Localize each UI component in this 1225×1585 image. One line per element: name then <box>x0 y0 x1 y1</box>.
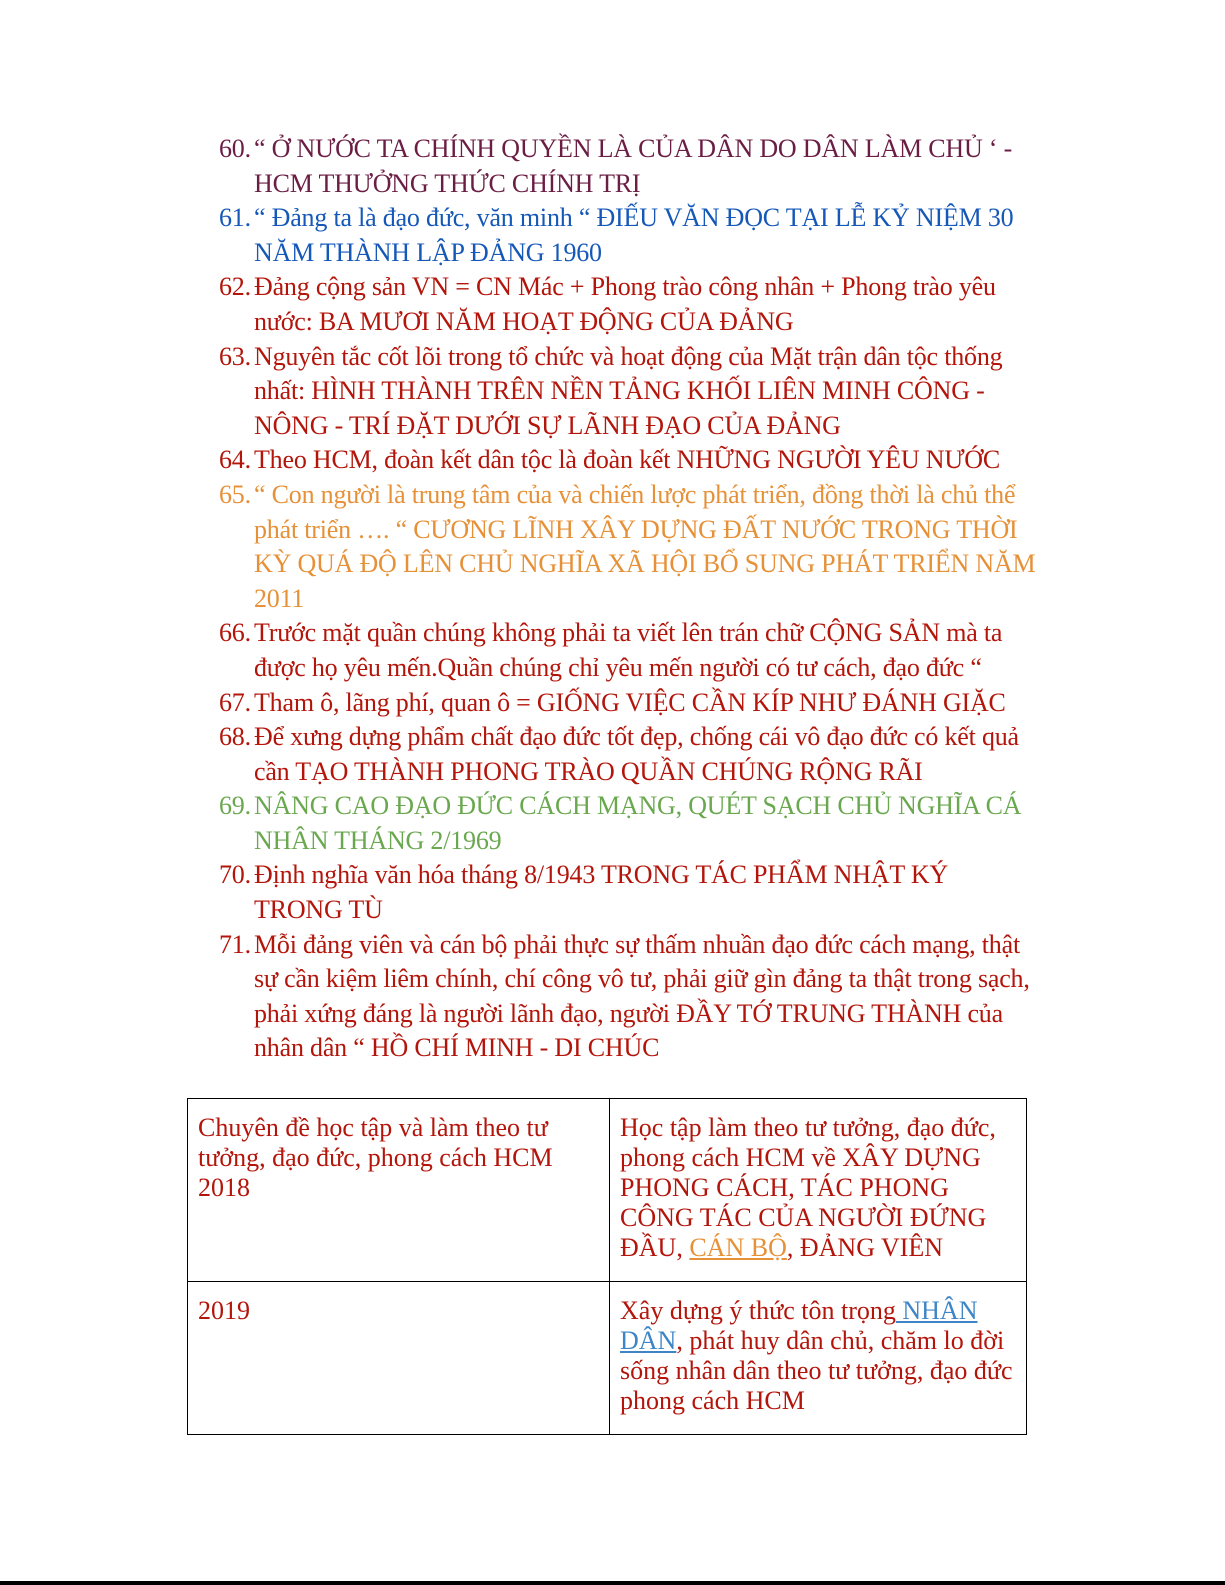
note-text: Định nghĩa văn hóa tháng 8/1943 TRONG TÁC PHẨM NHẬT KÝ TRONG TÙ <box>254 860 949 925</box>
table-cell <box>188 1099 610 1282</box>
note-text: Nguyên tắc cốt lõi trong tổ chức và hoạt động của Mặt trận dân tộc thống nhất: HÌNH THÀNH TRÊN NỀN TẢNG KHỐI LIÊN MINH CÔNG - NÔNG - TRÍ ĐẶT DƯỚI SỰ LÃNH ĐẠO CỦA ĐẢNG <box>254 341 1003 440</box>
note-number: 65. <box>219 479 251 509</box>
note-text: “ Đảng ta là đạo đức, văn minh “ ĐIẾU VĂN ĐỌC TẠI LỄ KỶ NIỆM 30 NĂM THÀNH LẬP ĐẢNG 1960 <box>254 203 1014 267</box>
table-cell <box>610 1099 1027 1282</box>
note-number: 69. <box>219 791 251 821</box>
topic-year-2019: 2019 <box>198 1296 250 1325</box>
nhan-dan-link[interactable]: NHÂN DÂN <box>620 1296 978 1355</box>
note-number: 60. <box>219 134 251 163</box>
note-item-71 <box>219 928 1039 1066</box>
note-item-68 <box>219 720 1039 789</box>
topics-table <box>187 1098 1027 1435</box>
note-text: Để xưng dựng phẩm chất đạo đức tốt đẹp, chống cái vô đạo đức có kết quả cần TẠO THÀNH PHONG TRÀO QUẦN CHÚNG RỘNG RÃI <box>254 722 1019 786</box>
note-number: 66. <box>219 618 251 648</box>
note-text: Tham ô, lãng phí, quan ô = GIỐNG VIỆC CẦN KÍP NHƯ ĐÁNH GIẶC <box>254 687 1006 717</box>
topic-title-2018: Chuyên đề học tập và làm theo tư tưởng, đạo đức, phong cách HCM 2018 <box>198 1113 553 1202</box>
note-text: Trước mặt quần chúng không phải ta viết lên trán chữ CỘNG SẢN mà ta được họ yêu mến.Quần chúng chỉ yêu mến người có tư cách, đạo đức “ <box>254 618 1003 682</box>
can-bo-link[interactable]: CÁN BỘ <box>689 1233 787 1262</box>
note-item-66 <box>219 616 1039 685</box>
note-number: 62. <box>219 272 251 302</box>
note-item-64 <box>219 443 1039 478</box>
page-bottom-border <box>0 1581 1225 1585</box>
table-cell <box>188 1282 610 1435</box>
note-text: Mỗi đảng viên và cán bộ phải thực sự thấm nhuần đạo đức cách mạng, thật sự cần kiệm liêm chính, chí công vô tư, phải giữ gìn đảng ta thật trong sạch, phải xứng đáng là người lãnh đạo, người ĐẦY TỚ TRUNG THÀNH của nhân dân “ HỒ CHÍ MINH - DI CHÚC <box>254 929 1030 1063</box>
note-number: 67. <box>219 687 251 717</box>
table-cell <box>610 1282 1027 1435</box>
note-number: 63. <box>219 341 251 371</box>
note-item-60 <box>219 132 1039 201</box>
note-number: 71. <box>219 929 251 959</box>
note-text: Đảng cộng sản VN = CN Mác + Phong trào công nhân + Phong trào yêu nước: BA MƯƠI NĂM HOẠT ĐỘNG CỦA ĐẢNG <box>254 272 996 336</box>
topic-description: Học tập làm theo tư tưởng, đạo đức, phong cách HCM về XÂY DỰNG PHONG CÁCH, TÁC PHONG CÔNG TÁC CỦA NGƯỜI ĐỨNG ĐẦU, <box>620 1113 996 1262</box>
note-item-63 <box>219 340 1039 444</box>
note-text: Theo HCM, đoàn kết dân tộc là đoàn kết NHỮNG NGƯỜI YÊU NƯỚC <box>254 445 1001 475</box>
note-text: “ Con người là trung tâm của và chiến lược phát triển, đồng thời là chủ thể phát triển …. “ CƯƠNG LĨNH XÂY DỰNG ĐẤT NƯỚC TRONG THỜI KỲ QUÁ ĐỘ LÊN CHỦ NGHĨA XÃ HỘI BỔ SUNG PHÁT TRIỂN NĂM 2011 <box>254 479 1036 613</box>
note-number: 64. <box>219 445 251 475</box>
note-item-62 <box>219 270 1039 339</box>
note-number: 61. <box>219 203 251 233</box>
topic-description-end: , ĐẢNG VIÊN <box>786 1233 944 1262</box>
note-item-70 <box>219 858 1039 927</box>
note-text: “ Ở NƯỚC TA CHÍNH QUYỀN LÀ CỦA DÂN DO DÂN LÀM CHỦ ‘ - HCM THƯỞNG THỨC CHÍNH TRỊ <box>254 134 1013 198</box>
note-text: NÂNG CAO ĐẠO ĐỨC CÁCH MẠNG, QUÉT SẠCH CHỦ NGHĨA CÁ NHÂN THÁNG 2/1969 <box>254 791 1022 855</box>
note-item-67 <box>219 686 1039 721</box>
table-row <box>188 1282 1027 1435</box>
table-row <box>188 1099 1027 1282</box>
topic-description: Xây dựng ý thức tôn trọng <box>620 1296 896 1325</box>
note-item-69 <box>219 789 1039 858</box>
note-number: 68. <box>219 722 251 752</box>
note-number: 70. <box>219 860 251 890</box>
topic-description-end: , phát huy dân chủ, chăm lo đời sống nhân dân theo tư tưởng, đạo đức phong cách HCM <box>620 1326 1013 1415</box>
numbered-notes-list <box>219 132 1039 1066</box>
note-item-61 <box>219 201 1039 270</box>
note-item-65 <box>219 478 1039 616</box>
